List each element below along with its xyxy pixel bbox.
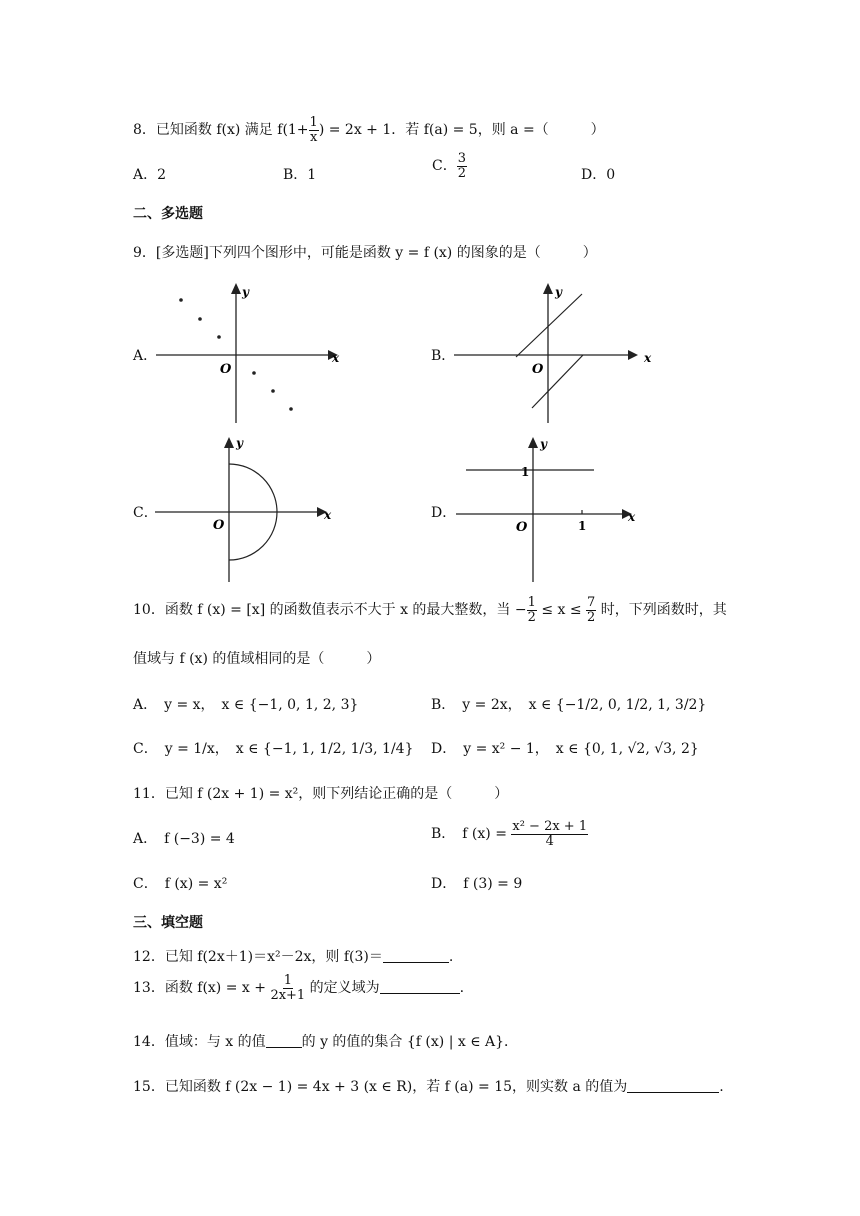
data-point	[289, 407, 293, 411]
q11-option-b-label: B． f (x) =	[431, 826, 512, 843]
line-segment-upper	[516, 294, 582, 357]
q12-stem-end: .	[448, 949, 454, 965]
q14-stem-text: 14．值域：与 x 的值	[133, 1034, 266, 1050]
section-heading-fill-in: 三、填空题	[133, 915, 203, 931]
q9-option-d-label: D．	[431, 505, 457, 521]
q10-stem-part: 10．函数 f (x) = [x] 的函数值表示不大于 x 的最大整数，当 −	[133, 602, 527, 619]
q13-answer-blank[interactable]	[380, 979, 460, 994]
q11-option-b	[431, 820, 588, 848]
data-point	[217, 335, 221, 339]
q11-option-d: D． f (3) = 9	[431, 876, 523, 892]
q14-stem-text: 的 y 的值的集合 {f (x) | x ∈ A}．	[301, 1034, 519, 1050]
q10-fraction-upper	[586, 596, 596, 624]
q11-option-c: C． f (x) = x²	[133, 876, 228, 892]
frac-den: 2	[587, 609, 596, 625]
frac-den: 4	[545, 833, 554, 849]
q9-stem: 9．[多选题]下列四个图形中，可能是函数 y = f (x) 的图象的是（ ）	[133, 245, 597, 261]
x-axis-label: x	[644, 351, 652, 365]
q12-answer-blank[interactable]	[383, 948, 449, 963]
q15-stem-text: 15．已知函数 f (2x − 1) = 4x + 3 (x ∈ R)，若 f (a) = 15，则实数 a 的值为	[133, 1079, 628, 1095]
data-point	[252, 371, 256, 375]
y-axis-arrow	[528, 437, 538, 448]
y-axis-label: y	[236, 436, 243, 450]
q9-graph-c	[152, 434, 342, 584]
q8-option-a: A．2	[133, 167, 167, 183]
y-axis-label: y	[242, 285, 249, 299]
y-tick-label: 1	[521, 465, 530, 479]
q10-stem-line2: 值域与 f (x) 的值域相同的是（ ）	[133, 651, 381, 667]
data-point	[271, 389, 275, 393]
x-axis-label: x	[324, 508, 332, 522]
q13-stem-text: 13．函数 f(x) = x +	[133, 980, 271, 997]
x-axis-label: x	[332, 351, 340, 365]
q10-fraction-lower	[527, 596, 537, 624]
q12-stem-text: 12．已知 f(2x＋1)＝x²－2x，则 f(3)＝	[133, 949, 383, 965]
frac-den: 2	[457, 165, 466, 181]
q13-fraction	[270, 974, 305, 1002]
q9-option-c-label: C．	[133, 505, 158, 521]
q8-stem-part: ) = 2x + 1．若 f(a) = 5，则 a =（ ）	[318, 122, 605, 139]
q13-stem-text: 的定义域为	[305, 980, 380, 997]
q8-option-c	[432, 152, 467, 180]
q8-fraction	[309, 116, 319, 144]
q10-option-c: C． y = 1/x， x ∈ {−1, 1, 1/2, 1/3, 1/4}	[133, 741, 414, 757]
q15-stem-end: .	[719, 1079, 724, 1095]
q11-option-a: A． f (−3) = 4	[133, 831, 235, 847]
q14-answer-blank[interactable]	[266, 1033, 302, 1048]
q10-option-b: B． y = 2x， x ∈ {−1/2, 0, 1/2, 1, 3/2}	[431, 697, 707, 713]
section-heading-multiple-choice: 二、多选题	[133, 206, 203, 222]
frac-num: 1	[283, 973, 292, 988]
frac-num: 7	[587, 595, 596, 610]
origin-label: O	[213, 518, 225, 533]
origin-label: O	[516, 520, 528, 535]
y-axis-label: y	[540, 437, 547, 451]
q9-graph-d	[454, 434, 654, 584]
q14-stem	[133, 1031, 518, 1051]
q10-stem-part: ≤ x ≤	[536, 602, 587, 619]
q9-graph-a	[150, 280, 350, 425]
q15-answer-blank[interactable]	[627, 1078, 719, 1093]
x-tick-label: 1	[578, 519, 587, 533]
q10-option-d: D． y = x² − 1， x ∈ {0, 1, √2, √3, 2}	[431, 741, 699, 757]
q9-graph-b	[452, 280, 662, 425]
data-point	[198, 317, 202, 321]
y-axis-arrow	[224, 437, 234, 448]
q12-stem	[133, 946, 453, 966]
q11-stem: 11．已知 f (2x + 1) = x²，则下列结论正确的是（ ）	[133, 786, 509, 802]
x-axis-label: x	[628, 510, 636, 524]
frac-den: 2	[527, 609, 536, 625]
q8-option-d: D．0	[581, 167, 616, 183]
q10-stem-part: 时，下列函数时，其	[596, 602, 727, 619]
origin-label: O	[220, 362, 232, 377]
q8-stem-part: 8．已知函数 f(x) 满足 f(1+	[133, 122, 309, 139]
origin-label: O	[532, 362, 544, 377]
q8-stem	[133, 116, 605, 144]
q13-stem	[133, 974, 464, 1002]
q10-option-a: A． y = x， x ∈ {−1, 0, 1, 2, 3}	[133, 697, 359, 713]
q10-stem-line1	[133, 596, 727, 624]
frac-num: x² − 2x + 1	[512, 819, 588, 834]
q15-stem	[133, 1076, 724, 1096]
frac-num: 3	[457, 151, 466, 166]
q8-frac-num: 1	[309, 115, 318, 130]
q13-stem-end: .	[459, 980, 465, 997]
frac-den: 2x+1	[270, 987, 306, 1003]
q11-option-b-fraction	[511, 820, 588, 848]
q9-option-b-label: B．	[431, 348, 456, 364]
x-axis-arrow	[628, 350, 638, 360]
q8-option-c-fraction	[457, 152, 467, 180]
y-axis-arrow	[543, 283, 553, 294]
q8-option-b: B．1	[283, 167, 317, 183]
y-axis-label: y	[555, 285, 562, 299]
y-axis-arrow	[231, 283, 241, 294]
data-point	[179, 298, 183, 302]
q8-option-c-label: C．	[432, 158, 457, 175]
frac-num: 1	[527, 595, 536, 610]
q9-option-a-label: A．	[133, 348, 158, 364]
q8-frac-den: x	[310, 129, 318, 145]
